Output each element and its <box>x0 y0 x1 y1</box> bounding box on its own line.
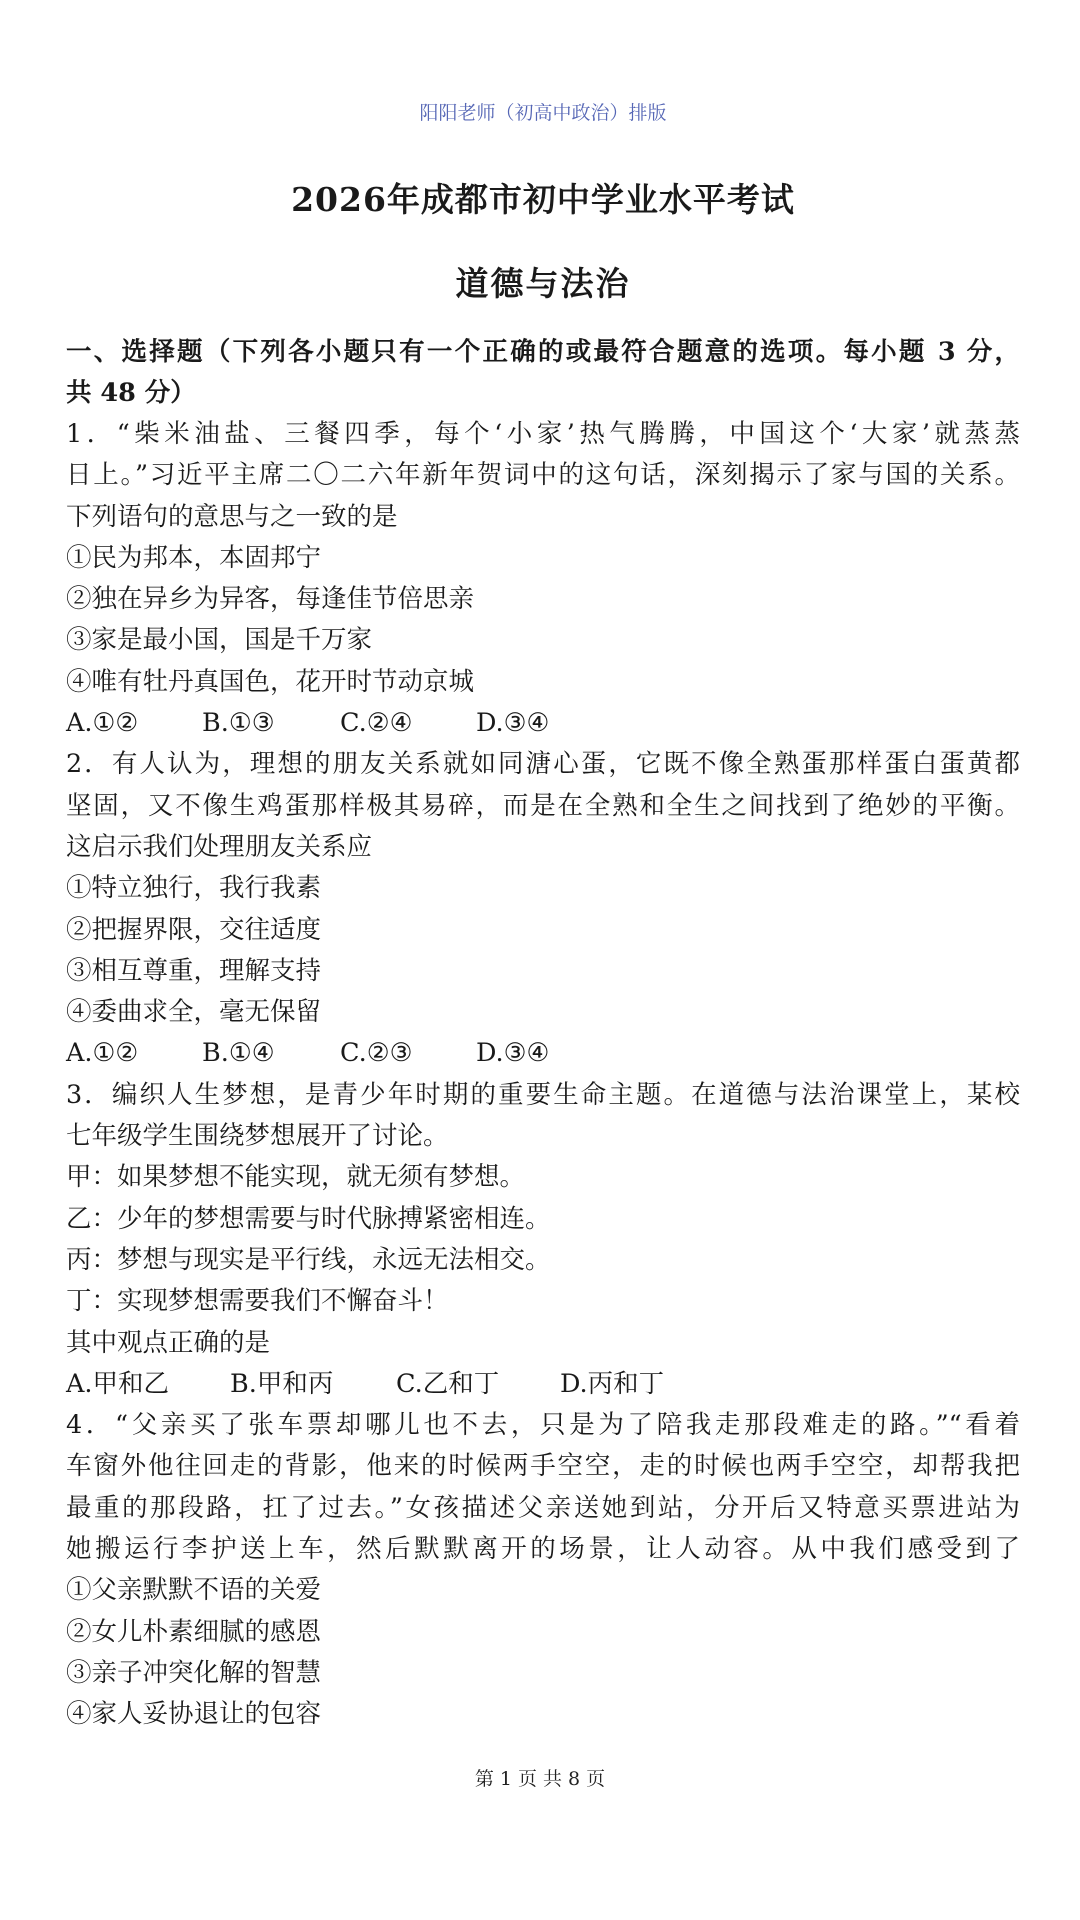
statement-item: ①父亲默默不语的关爱 <box>66 1575 322 1606</box>
question-stem-line: 坚固，又不像生鸡蛋那样极其易碎，而是在全熟和全生之间找到了绝妙的平衡。 <box>66 790 1020 821</box>
statement-item: 丁：实现梦想需要我们不懈奋斗！ <box>66 1286 449 1317</box>
statement-item: ③相互尊重，理解支持 <box>66 955 322 986</box>
question-stem-line: 这启示我们处理朋友关系应 <box>66 831 373 862</box>
question-stem-line: 她搬运行李护送上车，然后默默离开的场景，让人动容。从中我们感受到了 <box>66 1534 1020 1565</box>
answer-option: A.①② <box>66 1038 139 1069</box>
answer-option: D.③④ <box>476 708 550 739</box>
question-stem-line: 1．“柴米油盐、三餐四季，每个‘小家’热气腾腾，中国这个‘大家’就蒸蒸 <box>66 419 1020 449</box>
question-stem-line: 车窗外他往回走的背影，他来的时候两手空空，走的时候也两手空空，却帮我把 <box>66 1451 1020 1482</box>
answer-option: C.②③ <box>340 1038 413 1069</box>
answer-options <box>66 1033 1020 1074</box>
question-stem-line: 4．“父亲买了张车票却哪儿也不去，只是为了陪我走那段难走的路。”“看着 <box>66 1410 1020 1441</box>
question-stem-line: 日上。”习近平主席二〇二六年新年贺词中的这句话，深刻揭示了家与国的关系。 <box>66 460 1020 491</box>
answer-option: D.③④ <box>476 1038 550 1069</box>
answer-option: A.①② <box>66 708 139 739</box>
answer-option: C.乙和丁 <box>396 1368 500 1399</box>
section-heading <box>66 332 1020 414</box>
typesetter-header: 阳阳老师（初高中政治）排版 <box>419 102 667 124</box>
question-stem-line: 最重的那段路，扛了过去。”女孩描述父亲送她到站，分开后又特意买票进站为 <box>66 1492 1020 1523</box>
statement-item: ②独在异乡为异客，每逢佳节倍思亲 <box>66 584 475 615</box>
statement-item: ③亲子冲突化解的智慧 <box>66 1657 322 1688</box>
statement-item: ④唯有牡丹真国色，花开时节动京城 <box>66 666 475 697</box>
answer-options <box>66 1364 1020 1405</box>
statement-item: ①特立独行，我行我素 <box>66 873 322 904</box>
statement-item: ③家是最小国，国是千万家 <box>66 625 373 656</box>
statement-item: ②女儿朴素细腻的感恩 <box>66 1616 322 1647</box>
question-prompt: 其中观点正确的是 <box>66 1327 271 1358</box>
question-stem-line: 2．有人认为，理想的朋友关系就如同溏心蛋，它既不像全熟蛋那样蛋白蛋黄都 <box>66 749 1020 780</box>
statement-item: 丙：梦想与现实是平行线，永远无法相交。 <box>66 1244 551 1275</box>
answer-options <box>66 703 1020 744</box>
statement-item: ④家人妥协退让的包容 <box>66 1699 322 1730</box>
statement-item: ②把握界限，交往适度 <box>66 914 322 945</box>
answer-option: C.②④ <box>340 708 413 739</box>
question-list <box>66 414 1020 1736</box>
section-heading-line: 共 48 分） <box>66 378 196 408</box>
page-number-footer: 第 1 页 共 8 页 <box>474 1768 606 1790</box>
answer-option: B.①④ <box>202 1038 275 1069</box>
statement-item: ①民为邦本，本固邦宁 <box>66 542 322 573</box>
question-2 <box>66 744 1020 1074</box>
statement-item: ④委曲求全，毫无保留 <box>66 997 322 1028</box>
answer-option: B.甲和丙 <box>230 1368 334 1399</box>
question-stem-line: 3．编织人生梦想，是青少年时期的重要生命主题。在道德与法治课堂上，某校 <box>66 1079 1020 1110</box>
subject-title: 道德与法治 <box>455 264 631 303</box>
question-stem-line: 七年级学生围绕梦想展开了讨论。 <box>66 1121 449 1152</box>
question-1 <box>66 414 1020 744</box>
statement-item: 甲：如果梦想不能实现，就无须有梦想。 <box>66 1162 526 1193</box>
exam-title: 2026年成都市初中学业水平考试 <box>291 180 795 219</box>
answer-option: B.①③ <box>202 708 275 739</box>
question-3 <box>66 1075 1020 1405</box>
statement-item: 乙：少年的梦想需要与时代脉搏紧密相连。 <box>66 1203 551 1234</box>
answer-option: A.甲和乙 <box>66 1368 170 1399</box>
question-4 <box>66 1405 1020 1735</box>
section-heading-line: 一、选择题（下列各小题只有一个正确的或最符合题意的选项。每小题 3 分， <box>66 337 1020 367</box>
answer-option: D.丙和丁 <box>560 1368 665 1399</box>
question-stem-line: 下列语句的意思与之一致的是 <box>66 501 398 532</box>
